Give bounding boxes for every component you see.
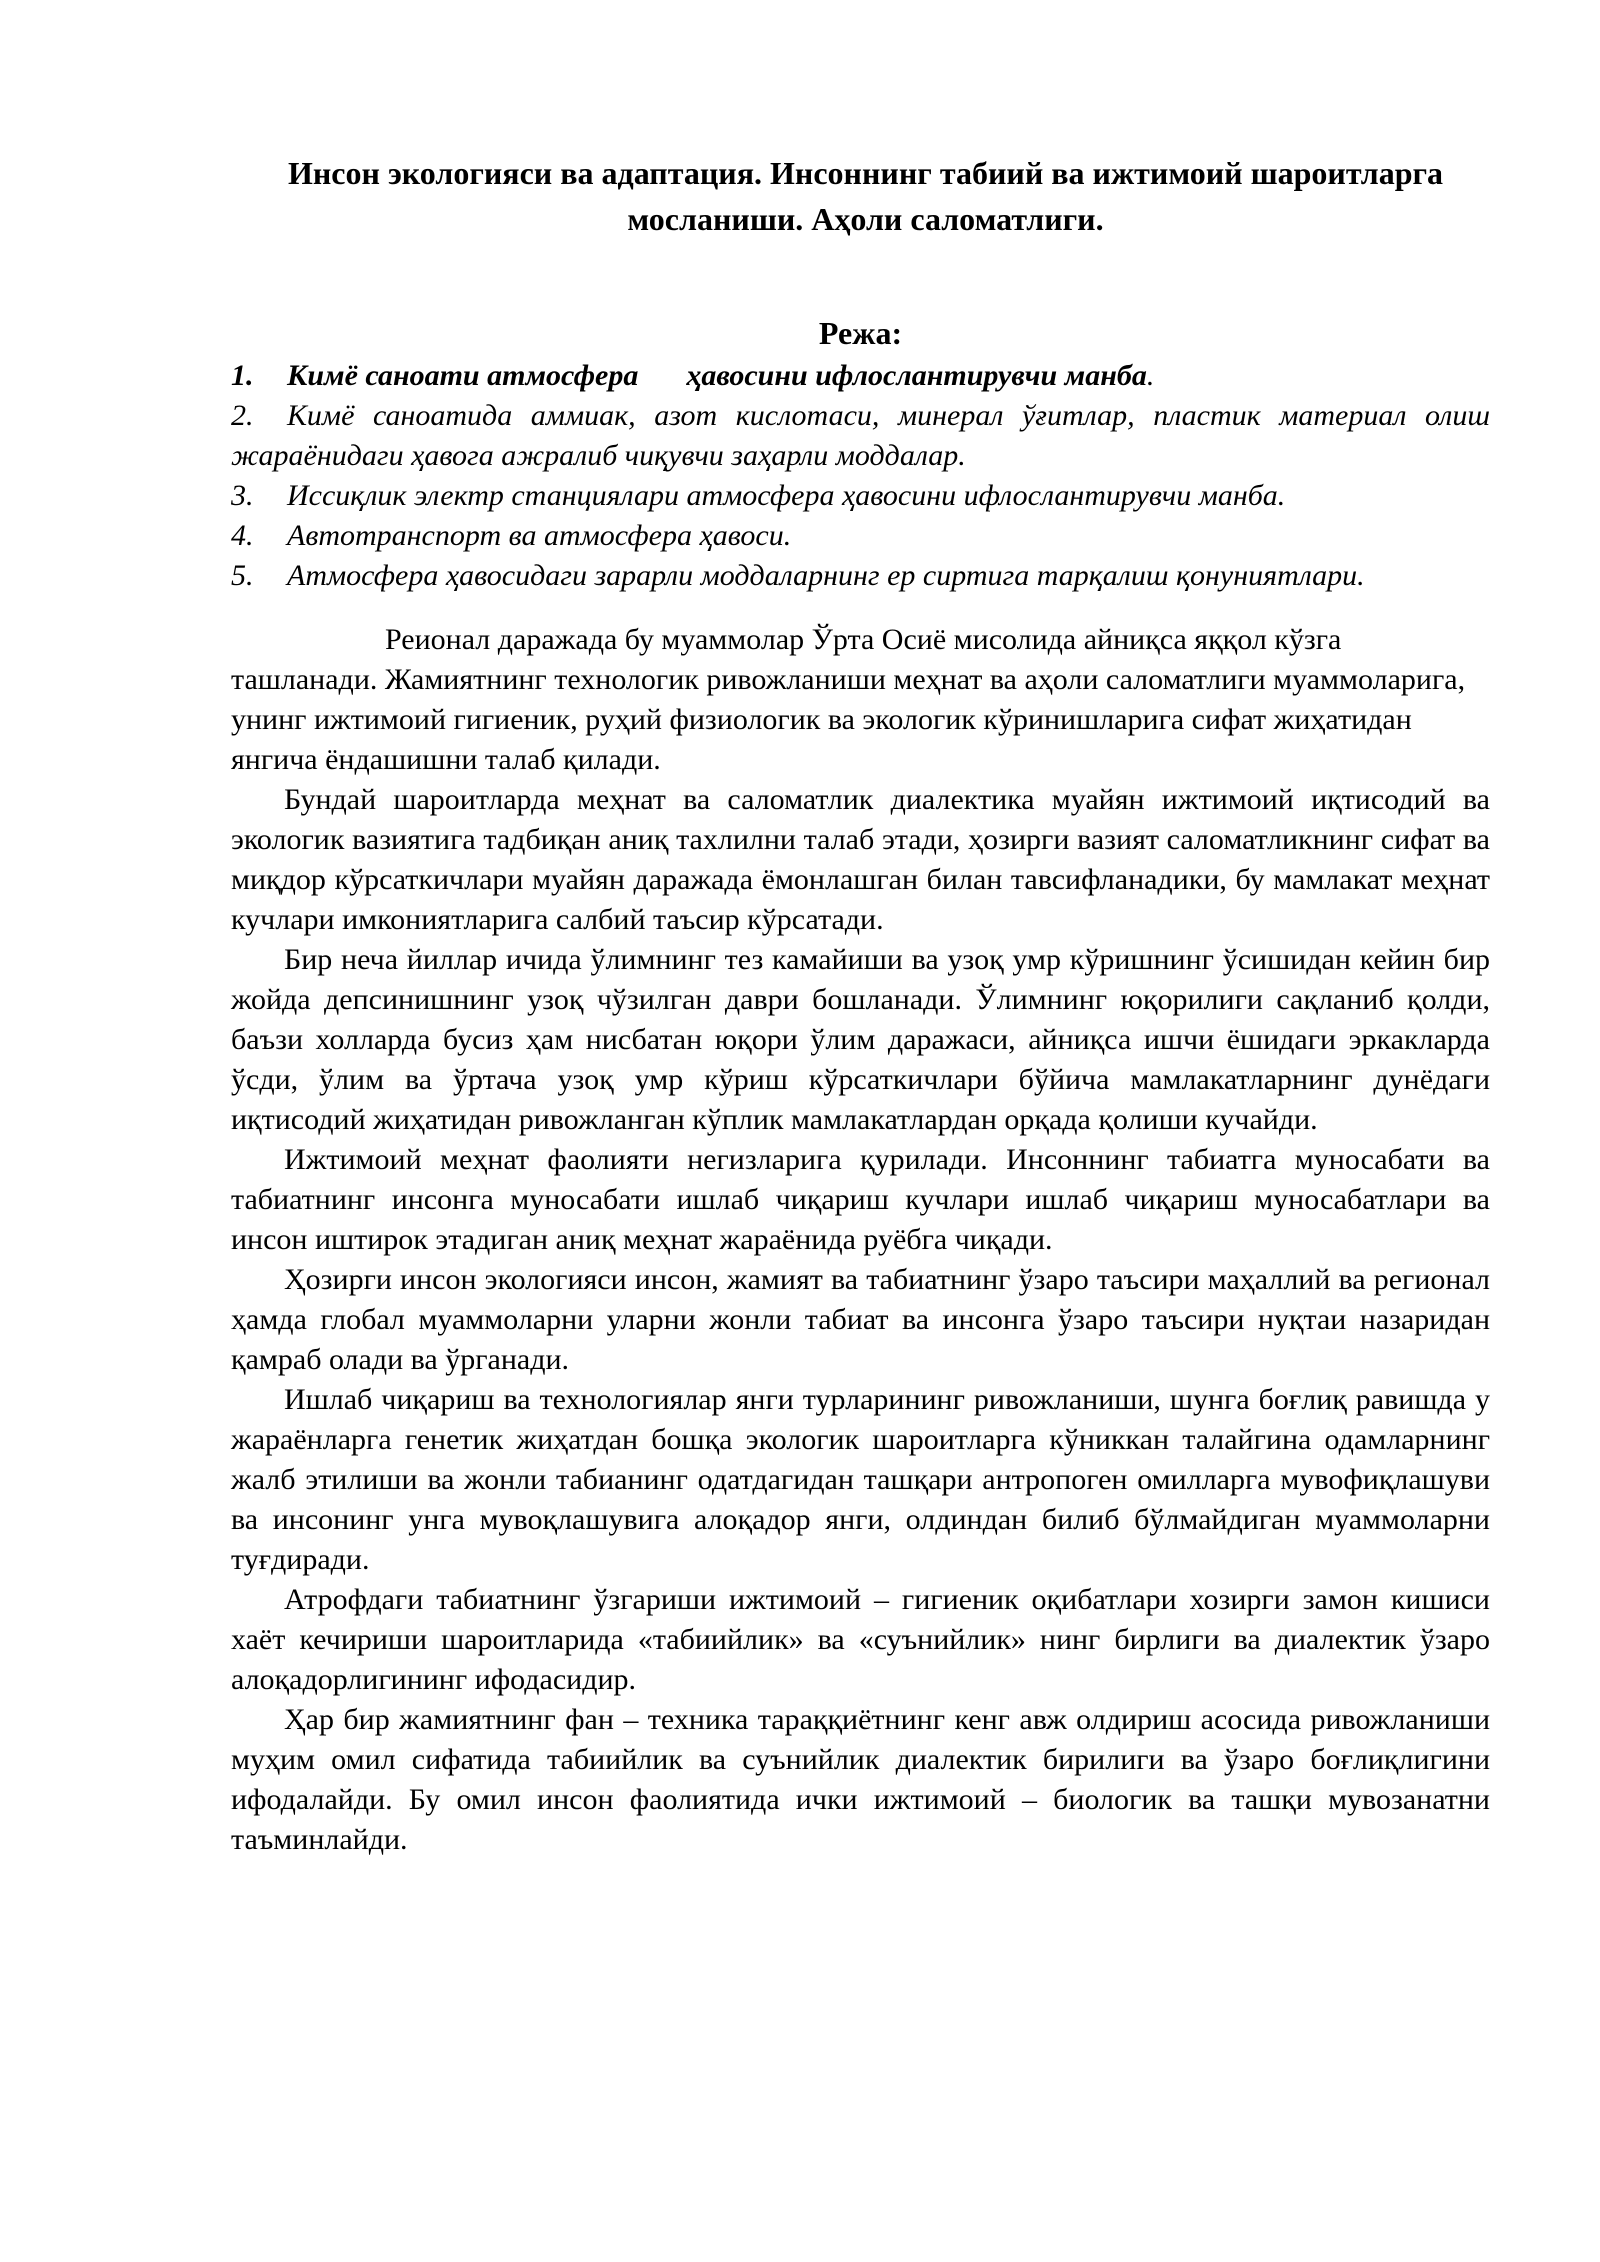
body-paragraph: Бундай шароитларда меҳнат ва саломатлик диалектика муайян ижтимоий иқтисодий ва экологик вазиятига тадбиқан аниқ тахлилни талаб этади, ҳозирги вазият саломатликнинг сифат ва миқдор кўрсаткичлари муайян даражада ёмонлашган билан тавсифланадики, бу мамлакат меҳнат кучлари имкониятларига салбий таъсир кўрсатади. — [231, 783, 1490, 936]
plan-item-2 — [231, 396, 1490, 476]
body-paragraph: Ҳар бир жамиятнинг фан – техника тараққиётнинг кенг авж олдириш асосида ривожланиши муҳим омил сифатида табиийлик ва суънийлик диалектик бирилиги ва ўзаро боғлиқлигини ифодалайди. Бу омил инсон фаолиятида ички ижтимоий – биологик ва ташқи мувозанатни таъминлайди. — [231, 1703, 1490, 1856]
plan-item-text: Атмосфера ҳавосидаги зарарли моддаларнинг ер сиртига тарқалиш қонуниятлари. — [287, 559, 1365, 592]
plan-item-4 — [231, 516, 1490, 556]
plan-item-text: Иссиқлик электр станциялари атмосфера ҳавосини ифлослантирувчи манба. — [287, 479, 1286, 512]
plan-list — [231, 356, 1490, 596]
body-paragraph: Атрофдаги табиатнинг ўзгариши ижтимоий – гигиеник оқибатлари хозирги замон кишиси хаёт кечириши шароитларида «табиийлик» ва «суънийлик» нинг бирлиги ва диалектик ўзаро алоқадорлигининг ифодасидир. — [231, 1583, 1490, 1696]
document-title: Инсон экологияси ва адаптация. Инсоннинг табиий ва ижтимоий шароитларга мосланиши. Аҳоли саломатлиги. — [287, 155, 1444, 237]
body-paragraph: Ишлаб чиқариш ва технологиялар янги турларининг ривожланиши, шунга боғлиқ равишда у жараёнларга генетик жиҳатдан бошқа экологик шароитларга кўниккан талайгина одамларнинг жалб этилиши ва жонли табианинг одатдагидан ташқари антропоген омилларга мувофиқлашуви ва инсонинг унга мувоқлашувига алоқадор янги, олдиндан билиб бўлмайдиган муаммоларни туғдиради. — [231, 1383, 1490, 1576]
plan-heading: Режа: — [818, 315, 903, 351]
body-paragraph: Ҳозирги инсон экологияси инсон, жамият ва табиатнинг ўзаро таъсири маҳаллий ва регионал ҳамда глобал муаммоларни уларни жонли табиат ва инсонга ўзаро таъсири нуқтаи назаридан қамраб олади ва ўрганади. — [231, 1263, 1490, 1376]
plan-item-text: Кимё саноатида аммиак, азот кислотаси, минерал ўғитлар, пластик материал олиш жараёнидаги ҳавога ажралиб чиқувчи заҳарли моддалар. — [231, 399, 1490, 472]
plan-item-text: ҳавосини ифлослантирувчи манба — [686, 359, 1147, 392]
plan-item-5 — [231, 556, 1490, 596]
plan-item-text: Кимё саноати атмосфера — [287, 359, 639, 392]
body-paragraph: Бир неча йиллар ичида ўлимнинг тез камайиши ва узоқ умр кўришнинг ўсишидан кейин бир жойда депсинишнинг узоқ чўзилган даври бошланади. Ўлимнинг юқорилиги сақланиб қолди, баъзи холларда бусиз ҳам нисбатан юқори ўлим даражаси, айниқса ишчи ёшидаги эркакларда ўсди, ўлим ва ўртача узоқ умр кўриш кўрсаткичлари бўйича мамлакатларнинг дунёдаги иқтисодий жиҳатидан ривожланган кўплик мамлакатлардан орқада қолиши кучайди. — [231, 943, 1490, 1136]
plan-item-number: 1. — [231, 359, 254, 392]
plan-item-1 — [231, 356, 1490, 396]
plan-item-number: 4. — [231, 519, 254, 552]
plan-item-3 — [231, 476, 1490, 516]
body-paragraph: Реионал даражада бу муаммолар Ўрта Осиё мисолида айниқса яққол кўзга ташланади. Жамиятнинг технологик ривожланиши меҳнат ва аҳоли саломатлиги муаммоларига, унинг ижтимоий гигиеник, руҳий физиологик ва экологик кўринишларига сифат жиҳатидан янгича ёндашишни талаб қилади. — [231, 623, 1466, 776]
plan-item-number: 2. — [231, 399, 254, 432]
plan-item-tail: . — [1146, 359, 1155, 392]
document-body — [231, 620, 1490, 1860]
body-paragraph: Ижтимоий меҳнат фаолияти негизларига қурилади. Инсоннинг табиатга муносабати ва табиатнинг инсонга муносабати ишлаб чиқариш кучлари ишлаб чиқариш муносабатлари ва инсон иштирок этадиган аниқ меҳнат жараёнида руёбга чиқади. — [231, 1143, 1490, 1256]
plan-item-number: 3. — [231, 479, 254, 512]
plan-item-number: 5. — [231, 559, 254, 592]
plan-item-text: Автотранспорт ва атмосфера ҳавоси. — [287, 519, 792, 552]
